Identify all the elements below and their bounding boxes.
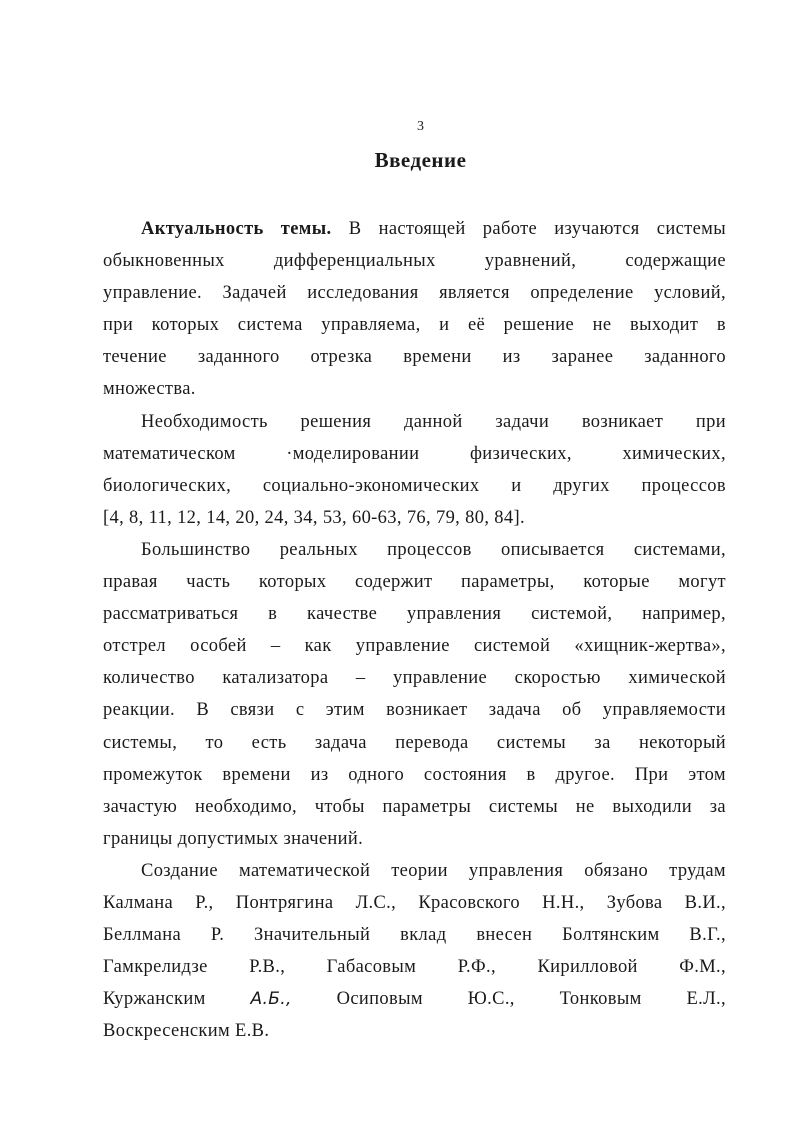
text-line: Необходимость решения данной задачи возникает при (141, 411, 726, 432)
text-line: обыкновенных дифференциальных уравнений, содержащие (103, 251, 726, 272)
text-line: количество катализатора – управление скоростью химической (103, 668, 726, 689)
text-line: промежуток времени из одного состояния в другое. При этом (103, 764, 726, 785)
text-line: при которых система управляема, и её решение не выходит в (103, 315, 726, 336)
text-line: системы, то есть задача перевода системы за некоторый (103, 732, 726, 753)
text-line: множества. (103, 379, 196, 400)
paragraph-relevance (103, 213, 726, 406)
text-line: Беллмана Р. Значительный вклад внесен Болтянским В.Г., (103, 925, 726, 946)
text-line: рассматриваться в качестве управления системой, например, (103, 604, 726, 625)
text-line: реакции. В связи с этим возникает задача об управляемости (103, 700, 726, 721)
text-line: математическом ·моделировании физических, химических, (103, 443, 726, 464)
text-line: Гамкрелидзе Р.В., Габасовым Р.Ф., Кирилловой Ф.М., (103, 957, 726, 978)
text-line: отстрел особей – как управление системой «хищник-жертва», (103, 636, 726, 657)
paragraph-real-processes (103, 534, 726, 855)
body-text (103, 213, 726, 1047)
page-number: 3 (417, 119, 424, 134)
text-line: правая часть которых содержит параметры, которые могут (103, 572, 726, 593)
text-line: течение заданного отрезка времени из заранее заданного (103, 347, 726, 368)
text-line: зачастую необходимо, чтобы параметры системы не выходили за (103, 796, 726, 817)
text-line: биологических, социально-экономических и других процессов (103, 475, 726, 496)
text-line: управление. Задачей исследования является определение условий, (103, 283, 726, 304)
handwritten-initials: А.Б., (250, 989, 292, 1010)
text-line: Куржанским А.Б., Осиповым Ю.С., Тонковым Е.Л., (103, 989, 726, 1010)
text-line: Актуальность темы. В настоящей работе изучаются системы (141, 219, 726, 239)
text-line: границы допустимых значений. (103, 828, 364, 849)
text-line: [4, 8, 11, 12, 14, 20, 24, 34, 53, 60-63, 76, 79, 80, 84]. (103, 507, 525, 528)
paragraph-control-theory (103, 855, 726, 1048)
text-line: Большинство реальных процессов описывается системами, (141, 539, 726, 560)
section-title: Введение (374, 148, 467, 172)
relevance-heading: Актуальность темы. (141, 219, 332, 239)
paragraph-necessity (103, 406, 726, 534)
text-line: Создание математической теории управления обязано трудам (141, 860, 726, 881)
text-line: Калмана Р., Понтрягина Л.С., Красовского Н.Н., Зубова В.И., (103, 892, 726, 913)
text-line: Воскресенским Е.В. (103, 1021, 270, 1042)
